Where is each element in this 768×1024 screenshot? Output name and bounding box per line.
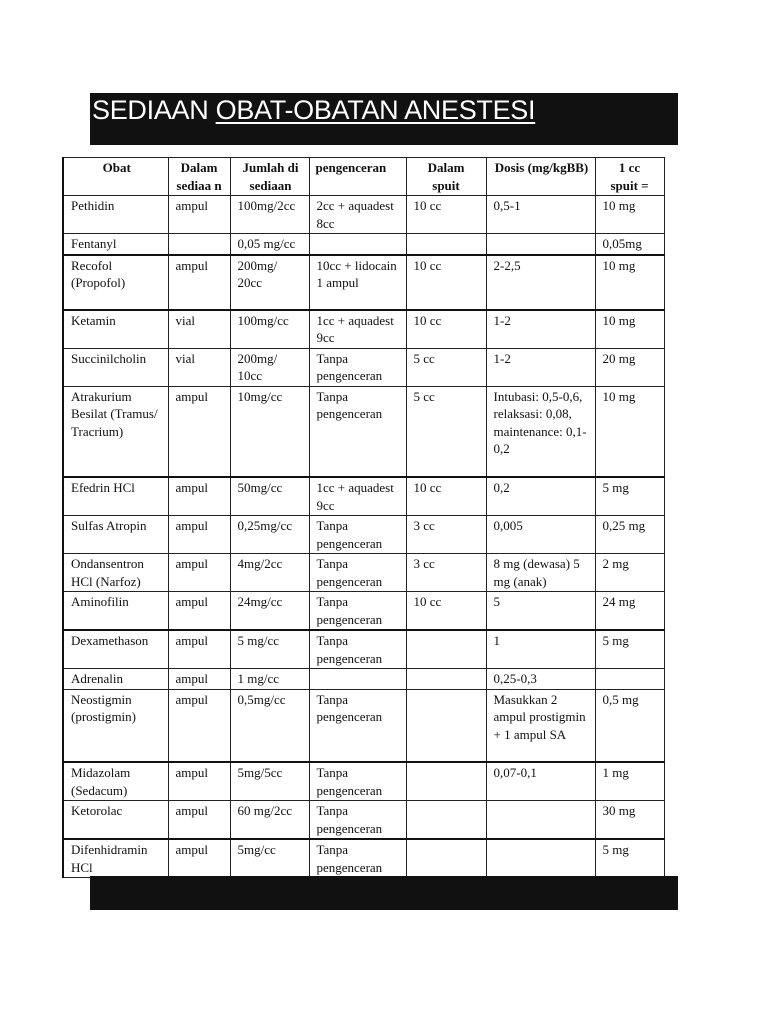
header-cell: Obat <box>63 158 168 196</box>
per-cc-cell: 2 mg <box>595 554 664 592</box>
table-row <box>63 630 664 669</box>
syringe-cell: 10 cc <box>406 592 486 631</box>
amount-cell: 100mg/cc <box>230 310 309 349</box>
form-cell: ampul <box>168 630 230 669</box>
amount-cell: 4mg/2cc <box>230 554 309 592</box>
syringe-cell <box>406 762 486 801</box>
table-row <box>63 689 664 762</box>
form-cell <box>168 234 230 255</box>
form-cell: ampul <box>168 554 230 592</box>
table-row <box>63 348 664 386</box>
table-row <box>63 516 664 554</box>
header-cell: Dosis (mg/kgBB) <box>486 158 595 196</box>
drug-name-cell: Midazolam (Sedacum) <box>63 762 168 801</box>
form-cell: vial <box>168 310 230 349</box>
dilution-cell <box>309 234 406 255</box>
drug-name-cell: Dexamethason <box>63 630 168 669</box>
syringe-cell <box>406 801 486 840</box>
per-cc-cell: 0,25 mg <box>595 516 664 554</box>
per-cc-cell: 20 mg <box>595 348 664 386</box>
dose-cell: 0,2 <box>486 477 595 516</box>
header-cell: pengenceran <box>309 158 406 196</box>
title-banner <box>90 93 678 145</box>
dose-cell: 0,005 <box>486 516 595 554</box>
dose-cell: Masukkan 2 ampul prostigmin + 1 ampul SA <box>486 689 595 762</box>
drug-name-cell: Efedrin HCl <box>63 477 168 516</box>
drug-name-cell: Fentanyl <box>63 234 168 255</box>
form-cell: ampul <box>168 592 230 631</box>
dose-cell: Intubasi: 0,5-0,6, relaksasi: 0,08, maintenance: 0,1-0,2 <box>486 386 595 477</box>
table-header-row <box>63 158 664 196</box>
dilution-cell: Tanpa pengenceran <box>309 630 406 669</box>
syringe-cell: 3 cc <box>406 516 486 554</box>
drug-name-cell: Neostigmin (prostigmin) <box>63 689 168 762</box>
dilution-cell: 1cc + aquadest 9cc <box>309 310 406 349</box>
syringe-cell <box>406 689 486 762</box>
syringe-cell: 10 cc <box>406 477 486 516</box>
dilution-cell: Tanpa pengenceran <box>309 386 406 477</box>
header-cell: Jumlah di sediaan <box>230 158 309 196</box>
drug-name-cell: Adrenalin <box>63 669 168 690</box>
dilution-cell: Tanpa pengenceran <box>309 839 406 878</box>
form-cell: ampul <box>168 839 230 878</box>
dose-cell: 2-2,5 <box>486 255 595 310</box>
form-cell: ampul <box>168 516 230 554</box>
amount-cell: 1 mg/cc <box>230 669 309 690</box>
per-cc-cell: 1 mg <box>595 762 664 801</box>
dilution-cell: Tanpa pengenceran <box>309 554 406 592</box>
dilution-cell: 2cc + aquadest 8cc <box>309 196 406 234</box>
syringe-cell: 10 cc <box>406 255 486 310</box>
per-cc-cell <box>595 669 664 690</box>
drug-name-cell: Atrakurium Besilat (Tramus/ Tracrium) <box>63 386 168 477</box>
amount-cell: 200mg/ 10cc <box>230 348 309 386</box>
syringe-cell <box>406 669 486 690</box>
syringe-cell <box>406 234 486 255</box>
amount-cell: 60 mg/2cc <box>230 801 309 840</box>
form-cell: vial <box>168 348 230 386</box>
drug-name-cell: Recofol (Propofol) <box>63 255 168 310</box>
table-row <box>63 592 664 631</box>
header-cell: Dalam spuit <box>406 158 486 196</box>
dilution-cell: 10cc + lidocain 1 ampul <box>309 255 406 310</box>
table-row <box>63 386 664 477</box>
table-row <box>63 310 664 349</box>
dose-cell <box>486 234 595 255</box>
dose-cell: 0,07-0,1 <box>486 762 595 801</box>
syringe-cell: 10 cc <box>406 196 486 234</box>
per-cc-cell: 30 mg <box>595 801 664 840</box>
header-cell: 1 cc spuit = <box>595 158 664 196</box>
amount-cell: 0,25mg/cc <box>230 516 309 554</box>
syringe-cell: 10 cc <box>406 310 486 349</box>
table-row <box>63 762 664 801</box>
table-row <box>63 255 664 310</box>
syringe-cell: 3 cc <box>406 554 486 592</box>
dilution-cell <box>309 669 406 690</box>
dilution-cell: Tanpa pengenceran <box>309 762 406 801</box>
dilution-cell: 1cc + aquadest 9cc <box>309 477 406 516</box>
per-cc-cell: 5 mg <box>595 839 664 878</box>
drug-name-cell: Pethidin <box>63 196 168 234</box>
table-row <box>63 839 664 878</box>
per-cc-cell: 10 mg <box>595 255 664 310</box>
dose-cell: 5 <box>486 592 595 631</box>
syringe-cell <box>406 839 486 878</box>
per-cc-cell: 10 mg <box>595 310 664 349</box>
per-cc-cell: 5 mg <box>595 630 664 669</box>
dose-cell <box>486 801 595 840</box>
dose-cell: 1 <box>486 630 595 669</box>
drug-name-cell: Succinilcholin <box>63 348 168 386</box>
table-row <box>63 554 664 592</box>
drug-name-cell: Ondansentron HCl (Narfoz) <box>63 554 168 592</box>
drug-name-cell: Aminofilin <box>63 592 168 631</box>
bottom-banner <box>90 876 678 910</box>
amount-cell: 5mg/cc <box>230 839 309 878</box>
drug-name-cell: Ketorolac <box>63 801 168 840</box>
per-cc-cell: 24 mg <box>595 592 664 631</box>
form-cell: ampul <box>168 669 230 690</box>
table-row <box>63 477 664 516</box>
amount-cell: 200mg/ 20cc <box>230 255 309 310</box>
per-cc-cell: 5 mg <box>595 477 664 516</box>
table-row <box>63 234 664 255</box>
form-cell: ampul <box>168 255 230 310</box>
dose-cell: 1-2 <box>486 310 595 349</box>
form-cell: ampul <box>168 801 230 840</box>
dose-cell: 8 mg (dewasa) 5 mg (anak) <box>486 554 595 592</box>
dose-cell: 0,25-0,3 <box>486 669 595 690</box>
dilution-cell: Tanpa pengenceran <box>309 689 406 762</box>
drug-name-cell: Difenhidramin HCl <box>63 839 168 878</box>
table-row <box>63 801 664 840</box>
amount-cell: 0,5mg/cc <box>230 689 309 762</box>
per-cc-cell: 10 mg <box>595 386 664 477</box>
form-cell: ampul <box>168 386 230 477</box>
per-cc-cell: 10 mg <box>595 196 664 234</box>
title-part-1: SEDIAAN <box>92 95 216 125</box>
amount-cell: 24mg/cc <box>230 592 309 631</box>
dilution-cell: Tanpa pengenceran <box>309 801 406 840</box>
form-cell: ampul <box>168 689 230 762</box>
form-cell: ampul <box>168 477 230 516</box>
amount-cell: 50mg/cc <box>230 477 309 516</box>
header-cell: Dalam sediaa n <box>168 158 230 196</box>
amount-cell: 5 mg/cc <box>230 630 309 669</box>
syringe-cell: 5 cc <box>406 348 486 386</box>
dose-cell: 1-2 <box>486 348 595 386</box>
dilution-cell: Tanpa pengenceran <box>309 592 406 631</box>
drug-name-cell: Ketamin <box>63 310 168 349</box>
form-cell: ampul <box>168 762 230 801</box>
dose-cell: 0,5-1 <box>486 196 595 234</box>
syringe-cell: 5 cc <box>406 386 486 477</box>
title-part-2: OBAT-OBATAN ANESTESI <box>215 95 536 125</box>
dose-cell <box>486 839 595 878</box>
dilution-cell: Tanpa pengenceran <box>309 348 406 386</box>
syringe-cell <box>406 630 486 669</box>
amount-cell: 100mg/2cc <box>230 196 309 234</box>
per-cc-cell: 0,05mg <box>595 234 664 255</box>
table-row <box>63 196 664 234</box>
table-row <box>63 669 664 690</box>
form-cell: ampul <box>168 196 230 234</box>
document-title <box>92 95 535 126</box>
drug-table <box>62 157 665 878</box>
amount-cell: 10mg/cc <box>230 386 309 477</box>
amount-cell: 0,05 mg/cc <box>230 234 309 255</box>
dilution-cell: Tanpa pengenceran <box>309 516 406 554</box>
amount-cell: 5mg/5cc <box>230 762 309 801</box>
drug-name-cell: Sulfas Atropin <box>63 516 168 554</box>
per-cc-cell: 0,5 mg <box>595 689 664 762</box>
